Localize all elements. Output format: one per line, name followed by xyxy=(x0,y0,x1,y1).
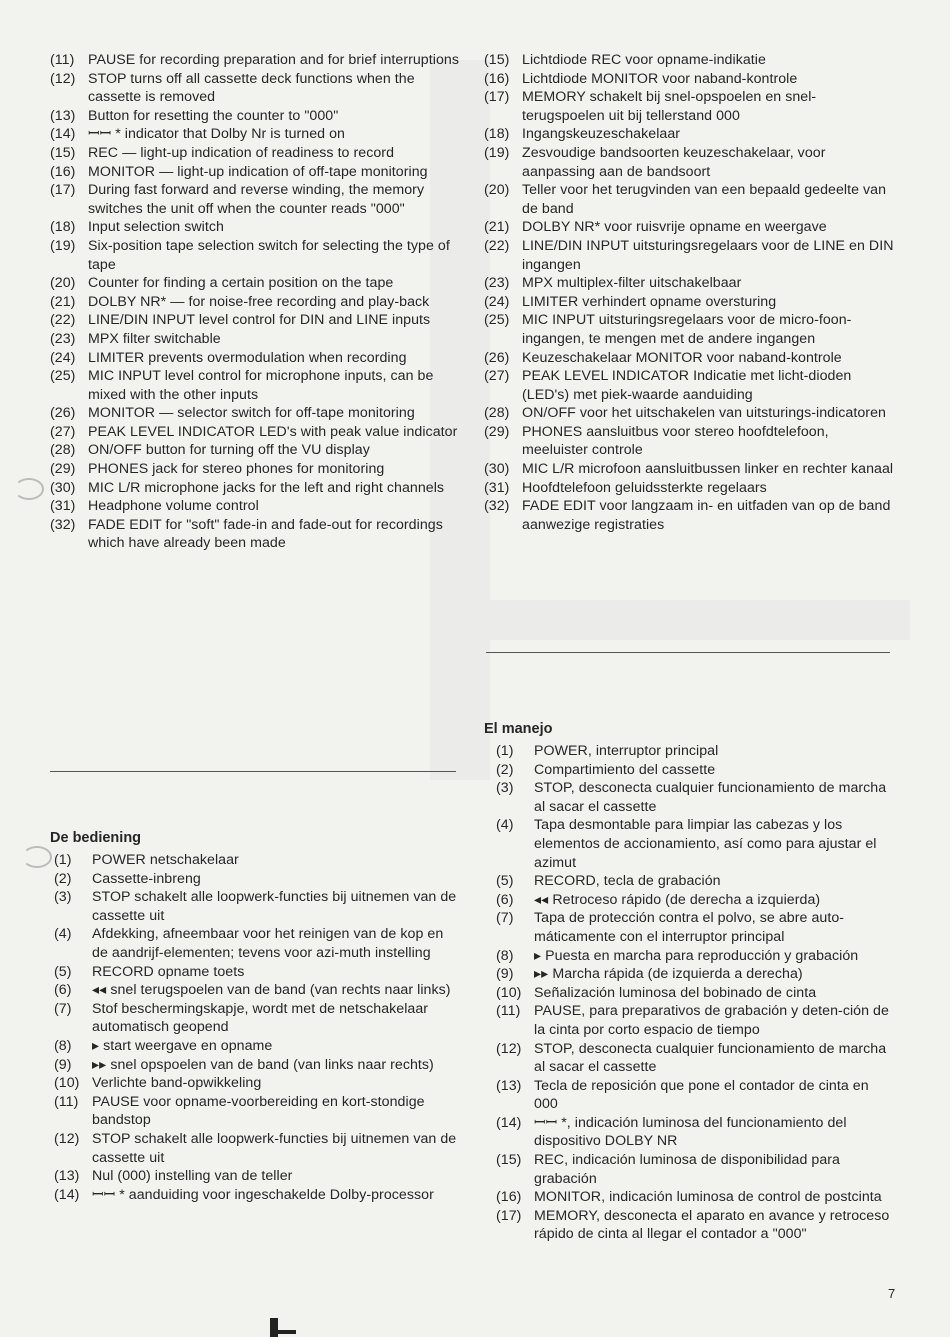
list-item xyxy=(496,984,894,1003)
spanish-controls-section xyxy=(484,719,894,1244)
list-item xyxy=(496,1188,894,1207)
list-item xyxy=(54,981,460,1000)
item-number: (27) xyxy=(50,423,76,440)
item-text: LIMITER verhindert opname oversturing xyxy=(522,293,777,310)
item-number: (23) xyxy=(484,275,510,292)
item-text: ▸▸ Marcha rápida (de izquierda a derecha) xyxy=(534,966,803,983)
section-divider xyxy=(50,771,456,772)
list-item xyxy=(496,742,894,761)
item-text: LINE/DIN INPUT uitsturingsregelaars voor de LINE en DIN ingangen xyxy=(522,237,894,273)
item-text: Tapa de protección contra el polvo, se abre auto-máticamente con el interruptor principal xyxy=(534,910,845,945)
list-item xyxy=(484,125,894,144)
list-item xyxy=(496,947,894,966)
list-item xyxy=(50,163,460,182)
item-text: Lichtdiode REC voor opname-indikatie xyxy=(522,52,766,68)
item-text: MIC INPUT uitsturingsregelaars voor de micro-foon-ingangen, te mengen met de andere ingangen xyxy=(522,312,852,347)
list-item xyxy=(484,293,894,312)
item-number: (12) xyxy=(54,1130,80,1147)
item-number: (19) xyxy=(484,144,510,161)
item-text: ꟷꟷ * aanduiding voor ingeschakelde Dolby-processor xyxy=(92,1186,434,1203)
item-text: ON/OFF button for turning off the VU display xyxy=(88,442,370,459)
item-number: (21) xyxy=(50,293,76,310)
item-text: PAUSE for recording preparation and for brief interruptions xyxy=(88,52,459,68)
list-item xyxy=(484,497,894,534)
item-text: MIC L/R microphone jacks for the left and right channels xyxy=(88,479,445,496)
item-text: PEAK LEVEL INDICATOR LED's with peak value indicator xyxy=(88,423,458,440)
item-text: Stof beschermingskapje, wordt met de netschakelaar automatisch geopend xyxy=(92,1000,429,1036)
list-item xyxy=(54,1074,460,1093)
list-item xyxy=(496,909,894,946)
item-text: Nul (000) instelling van de teller xyxy=(92,1168,293,1185)
item-number: (17) xyxy=(496,1207,522,1224)
list-item xyxy=(484,70,894,89)
item-number: (27) xyxy=(484,368,510,385)
dutch-controls-list xyxy=(484,51,894,534)
item-text: FADE EDIT for "soft" fade-in and fade-out for recordings which have already been made xyxy=(88,516,443,552)
english-controls-list xyxy=(50,51,460,553)
item-text: POWER, interruptor principal xyxy=(534,743,719,759)
list-item xyxy=(484,311,894,348)
item-number: (6) xyxy=(496,891,514,908)
item-number: (10) xyxy=(496,984,522,1001)
list-item xyxy=(484,88,894,125)
item-number: (28) xyxy=(484,405,510,422)
list-item xyxy=(484,479,894,498)
item-text: MONITOR — selector switch for off-tape monitoring xyxy=(88,405,415,422)
item-number: (9) xyxy=(54,1056,72,1073)
item-text: PHONES aansluitbus voor stereo hoofdtelefoon, meeluister controle xyxy=(522,423,829,459)
item-text: Keuzeschakelaar MONITOR voor naband-kontrole xyxy=(522,349,842,366)
item-number: (26) xyxy=(50,405,76,422)
list-item xyxy=(50,70,460,107)
list-item xyxy=(54,963,460,982)
item-text: MEMORY, desconecta el aparato en avance y retroceso rápido de cinta al llegar el contador a "000" xyxy=(534,1207,890,1243)
item-number: (16) xyxy=(484,70,510,87)
item-text: REC, indicación luminosa de disponibilidad para grabación xyxy=(534,1152,840,1187)
item-text: ▸ start weergave en opname xyxy=(92,1037,273,1054)
item-text: REC — light-up indication of readiness to record xyxy=(88,144,395,161)
item-text: STOP schakelt alle loopwerk-functies bij uitnemen van de cassette uit xyxy=(92,889,457,924)
item-number: (12) xyxy=(496,1040,522,1057)
list-item xyxy=(496,779,894,816)
item-text: PAUSE voor opname-voorbereiding en kort-stondige bandstop xyxy=(92,1093,425,1129)
item-text: Hoofdtelefoon geluidssterkte regelaars xyxy=(522,479,767,496)
list-item xyxy=(50,349,460,368)
item-number: (16) xyxy=(496,1189,522,1206)
list-item xyxy=(50,423,460,442)
list-item xyxy=(484,460,894,479)
list-item xyxy=(484,218,894,237)
item-number: (13) xyxy=(54,1168,80,1185)
item-number: (17) xyxy=(484,89,510,106)
item-text: PHONES jack for stereo phones for monitoring xyxy=(88,461,385,478)
list-item xyxy=(54,1000,460,1037)
item-number: (26) xyxy=(484,349,510,366)
item-number: (16) xyxy=(50,163,76,180)
item-text: Tecla de reposición que pone el contador de cinta en 000 xyxy=(534,1077,869,1113)
list-item xyxy=(496,761,894,780)
list-item xyxy=(484,404,894,423)
item-number: (19) xyxy=(50,237,76,254)
item-text: Afdekking, afneembaar voor het reinigen van de kop en de aandrijf-elementen; tevens voor azi-muth instelling xyxy=(92,926,444,961)
item-number: (29) xyxy=(484,423,510,440)
item-number: (11) xyxy=(50,52,75,68)
item-number: (2) xyxy=(496,761,514,778)
item-text: DOLBY NR* voor ruisvrije opname en weergave xyxy=(522,219,827,236)
item-text: PEAK LEVEL INDICATOR Indicatie met licht-dioden (LED's) met piek-waarde aanduiding xyxy=(522,368,852,403)
item-number: (1) xyxy=(496,743,514,759)
item-number: (7) xyxy=(54,1000,72,1017)
list-item xyxy=(54,1167,460,1186)
list-item xyxy=(50,330,460,349)
item-text: ▸▸ snel opspoelen van de band (van links naar rechts) xyxy=(92,1056,434,1073)
item-number: (14) xyxy=(496,1114,522,1131)
item-text: ꟷꟷ *, indicación luminosa del funcionamiento del dispositivo DOLBY NR xyxy=(534,1114,847,1150)
list-item xyxy=(54,1130,460,1167)
item-number: (13) xyxy=(50,107,76,124)
staple-mark xyxy=(14,478,44,500)
item-text: STOP turns off all cassette deck functions when the cassette is removed xyxy=(88,70,415,106)
item-text: STOP schakelt alle loopwerk-functies bij uitnemen van de cassette uit xyxy=(92,1130,457,1166)
list-item xyxy=(54,1056,460,1075)
list-item xyxy=(50,479,460,498)
item-number: (30) xyxy=(484,461,510,478)
item-number: (18) xyxy=(50,219,76,236)
item-number: (31) xyxy=(50,498,76,515)
list-item xyxy=(50,293,460,312)
section-heading: De bediening xyxy=(50,830,142,846)
ink-mark xyxy=(276,1330,296,1334)
item-number: (7) xyxy=(496,910,514,927)
item-text: MEMORY schakelt bij snel-opspoelen en snel-terugspoelen uit bij tellerstand 000 xyxy=(522,89,817,124)
list-item xyxy=(484,51,894,70)
item-number: (29) xyxy=(50,461,76,478)
item-number: (12) xyxy=(50,70,76,87)
list-item xyxy=(496,1151,894,1188)
item-text: MONITOR — light-up indication of off-tape monitoring xyxy=(88,163,428,180)
item-number: (24) xyxy=(50,349,76,366)
list-item xyxy=(54,870,460,889)
item-text: LINE/DIN INPUT level control for DIN and LINE inputs xyxy=(88,312,431,329)
item-number: (4) xyxy=(54,926,72,943)
item-number: (10) xyxy=(54,1075,80,1092)
item-text: MPX filter switchable xyxy=(88,330,221,347)
item-number: (32) xyxy=(484,498,510,515)
list-item xyxy=(54,1037,460,1056)
list-item xyxy=(496,872,894,891)
item-number: (20) xyxy=(484,182,510,199)
item-text: STOP, desconecta cualquier funcionamiento de marcha al sacar el cassette xyxy=(534,1040,887,1076)
item-text: POWER netschakelaar xyxy=(92,852,239,868)
item-text: During fast forward and reverse winding, the memory switches the unit off when the counter reads "000" xyxy=(88,182,425,217)
item-text: Tapa desmontable para limpiar las cabezas y los elementos de accionamiento, así como para ajustar el azimut xyxy=(534,817,877,871)
item-number: (22) xyxy=(484,237,510,254)
bleed-through-shadow xyxy=(490,600,910,640)
item-text: STOP, desconecta cualquier funcionamiento de marcha al sacar el cassette xyxy=(534,780,887,815)
item-number: (5) xyxy=(54,963,72,980)
item-number: (25) xyxy=(50,368,76,385)
list-item xyxy=(50,367,460,404)
item-text: Zesvoudige bandsoorten keuzeschakelaar, voor aanpassing aan de bandsoort xyxy=(522,144,826,180)
item-text: FADE EDIT voor langzaam in- en uitfaden van op de band aanwezige registraties xyxy=(522,498,891,533)
item-text: Cassette-inbreng xyxy=(92,870,201,887)
list-item xyxy=(50,51,460,70)
item-number: (15) xyxy=(50,144,76,161)
ink-mark xyxy=(270,1318,278,1337)
item-number: (8) xyxy=(54,1037,72,1054)
list-item xyxy=(50,274,460,293)
item-text: ◂◂ Retroceso rápido (de derecha a izquierda) xyxy=(534,891,821,908)
list-item xyxy=(50,218,460,237)
item-text: DOLBY NR* — for noise-free recording and play-back xyxy=(88,293,430,310)
list-item xyxy=(50,125,460,144)
item-number: (15) xyxy=(484,52,510,68)
list-item xyxy=(50,237,460,274)
item-number: (6) xyxy=(54,982,72,999)
item-text: Counter for finding a certain position on the tape xyxy=(88,275,394,292)
item-number: (14) xyxy=(54,1186,80,1203)
section-divider xyxy=(486,652,890,653)
list-item xyxy=(484,181,894,218)
item-number: (4) xyxy=(496,817,514,834)
item-number: (3) xyxy=(496,780,514,797)
item-text: MIC L/R microfoon aansluitbussen linker en rechter kanaal xyxy=(522,461,894,478)
list-item xyxy=(50,516,460,553)
item-number: (23) xyxy=(50,330,76,347)
item-number: (28) xyxy=(50,442,76,459)
item-number: (14) xyxy=(50,126,76,143)
item-number: (11) xyxy=(496,1003,521,1020)
list-item xyxy=(496,1002,894,1039)
item-text: Compartimiento del cassette xyxy=(534,761,716,778)
list-item xyxy=(50,107,460,126)
list-item xyxy=(484,423,894,460)
item-number: (17) xyxy=(50,182,76,199)
item-number: (11) xyxy=(54,1093,79,1110)
item-text: Lichtdiode MONITOR voor naband-kontrole xyxy=(522,70,798,87)
list-item xyxy=(484,274,894,293)
list-item xyxy=(50,497,460,516)
list-item xyxy=(50,181,460,218)
item-text: ON/OFF voor het uitschakelen van uitsturings-indicatoren xyxy=(522,405,886,422)
page-number: 7 xyxy=(888,1286,896,1301)
list-item xyxy=(496,816,894,872)
item-text: Input selection switch xyxy=(88,219,224,236)
item-number: (1) xyxy=(54,852,72,868)
item-text: LIMITER prevents overmodulation when recording xyxy=(88,349,407,366)
list-item xyxy=(50,404,460,423)
item-number: (15) xyxy=(496,1152,522,1169)
list-item xyxy=(54,888,460,925)
item-number: (2) xyxy=(54,870,72,887)
list-item xyxy=(50,311,460,330)
list-item xyxy=(496,1114,894,1151)
list-item xyxy=(496,1077,894,1114)
item-number: (9) xyxy=(496,966,514,983)
item-text: ꟷꟷ * indicator that Dolby Nr is turned on xyxy=(88,126,345,143)
item-number: (24) xyxy=(484,293,510,310)
item-number: (3) xyxy=(54,889,72,906)
item-number: (20) xyxy=(50,275,76,292)
item-text: ▸ Puesta en marcha para reproducción y grabación xyxy=(534,947,859,964)
dutch-controls-section xyxy=(50,828,460,1204)
list-item xyxy=(496,1207,894,1244)
list-item xyxy=(484,144,894,181)
list-item xyxy=(54,1093,460,1130)
list-item xyxy=(484,349,894,368)
list-item xyxy=(496,891,894,910)
item-number: (21) xyxy=(484,219,510,236)
staple-mark xyxy=(22,846,52,868)
item-number: (31) xyxy=(484,479,510,496)
item-text: RECORD, tecla de grabación xyxy=(534,873,721,890)
item-text: Teller voor het terugvinden van een bepaald gedeelte van de band xyxy=(522,182,887,217)
item-text: Señalización luminosa del bobinado de cinta xyxy=(534,984,817,1001)
item-text: Button for resetting the counter to "000" xyxy=(88,107,339,124)
item-text: MPX multiplex-filter uitschakelbaar xyxy=(522,275,742,292)
item-number: (30) xyxy=(50,479,76,496)
item-number: (25) xyxy=(484,312,510,329)
list-item xyxy=(50,441,460,460)
item-text: Verlichte band-opwikkeling xyxy=(92,1075,262,1092)
item-number: (5) xyxy=(496,873,514,890)
item-text: PAUSE, para preparativos de grabación y deten-ción de la cinta por corto espacio de tiempo xyxy=(534,1003,889,1038)
list-item xyxy=(484,367,894,404)
item-number: (8) xyxy=(496,947,514,964)
item-number: (32) xyxy=(50,516,76,533)
list-item xyxy=(54,925,460,962)
item-text: Ingangskeuzeschakelaar xyxy=(522,126,681,143)
item-number: (13) xyxy=(496,1077,522,1094)
list-item xyxy=(496,965,894,984)
list-item xyxy=(50,460,460,479)
section-heading: El manejo xyxy=(484,721,553,737)
list-item xyxy=(54,851,460,870)
list-item xyxy=(54,1186,460,1205)
item-text: RECORD opname toets xyxy=(92,963,245,980)
item-text: MONITOR, indicación luminosa de control de postcinta xyxy=(534,1189,882,1206)
item-text: Six-position tape selection switch for selecting the type of tape xyxy=(88,237,450,273)
list-item xyxy=(496,1040,894,1077)
list-item xyxy=(484,237,894,274)
list-item xyxy=(50,144,460,163)
item-text: Headphone volume control xyxy=(88,498,259,515)
item-text: ◂◂ snel terugspoelen van de band (van rechts naar links) xyxy=(92,982,451,999)
item-number: (22) xyxy=(50,312,76,329)
item-number: (18) xyxy=(484,126,510,143)
item-text: MIC INPUT level control for microphone inputs, can be mixed with the other inputs xyxy=(88,368,434,403)
